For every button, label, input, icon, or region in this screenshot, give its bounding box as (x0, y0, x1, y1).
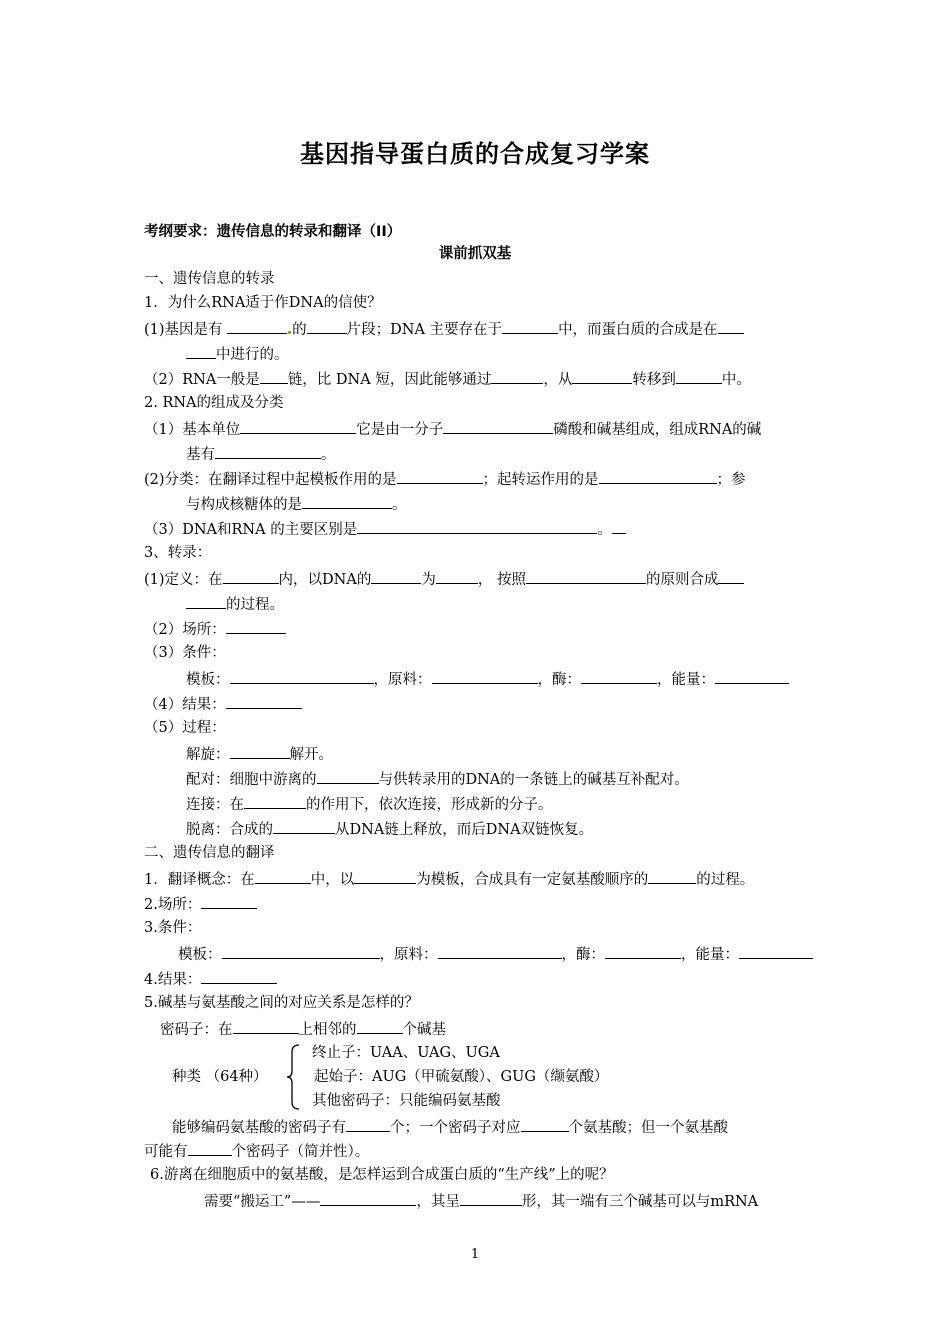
blank[interactable] (201, 893, 257, 909)
question-6-cont (204, 1190, 758, 1212)
blank[interactable] (357, 1018, 403, 1034)
text: 。 (597, 522, 612, 538)
blank[interactable] (186, 343, 216, 359)
text: ，能量： (681, 947, 739, 963)
blank[interactable] (676, 368, 722, 384)
blank[interactable] (227, 318, 287, 334)
blank[interactable] (397, 468, 483, 484)
text: 需要“搬运工”—— (204, 1194, 321, 1210)
question-1-1 (144, 318, 744, 340)
question-3-1 (144, 568, 744, 590)
question-6: 6.游离在细胞质中的氨基酸，是怎样运到合成蛋白质的“生产线”上的呢？ (150, 1167, 614, 1183)
blank[interactable] (255, 868, 311, 884)
step-unwind (186, 743, 333, 765)
blank[interactable] (357, 518, 597, 534)
blank[interactable] (188, 1140, 232, 1156)
text: 磷酸和碱基组成，组成RNA的碱 (553, 422, 762, 438)
text: 密码子：在 (160, 1022, 233, 1038)
text: 。 (321, 447, 336, 463)
text: 片段；DNA 主要存在于 (346, 322, 503, 338)
blank[interactable] (605, 943, 681, 959)
blank[interactable] (599, 468, 717, 484)
text: 1．翻译概念：在 (144, 872, 255, 888)
text: ，酶： (561, 947, 605, 963)
question-3-5: （5）过程： (144, 720, 226, 736)
stop-codon: 终止子：UAA、UAG、UGA (312, 1045, 500, 1061)
text: 转移到 (632, 372, 676, 388)
blank[interactable] (715, 668, 789, 684)
blank[interactable] (240, 418, 356, 434)
blank[interactable] (201, 968, 277, 984)
blank[interactable] (260, 368, 288, 384)
blank[interactable] (491, 368, 543, 384)
question-1: 1．为什么RNA适于作DNA的信使？ (144, 295, 382, 311)
text: 中，而蛋白质的合成是在 (558, 322, 718, 338)
blank[interactable] (612, 518, 626, 534)
text: 的原则合成 (645, 572, 719, 588)
blank[interactable] (233, 1018, 299, 1034)
translation-result (144, 968, 277, 990)
blank[interactable] (436, 568, 478, 584)
text: 基有 (186, 447, 215, 463)
translation-conditions-heading: 3.条件： (144, 920, 202, 936)
text: ，其呈 (416, 1194, 460, 1210)
text: 连接：在 (186, 797, 244, 813)
blank[interactable] (226, 693, 302, 709)
blank[interactable] (648, 868, 696, 884)
codon-definition (160, 1018, 446, 1040)
blank[interactable] (273, 818, 335, 834)
text: 模板： (178, 947, 222, 963)
text: 模板： (186, 672, 230, 688)
text: ，原料： (373, 672, 432, 688)
text: （2）场所： (144, 622, 226, 638)
blank[interactable] (443, 418, 553, 434)
blank[interactable] (222, 943, 380, 959)
blank[interactable] (526, 568, 646, 584)
text: （4）结果： (144, 697, 226, 713)
text: 脱离：合成的 (186, 822, 273, 838)
blank[interactable] (718, 318, 744, 334)
text: 中，以 (310, 872, 355, 888)
translation-conditions (178, 943, 813, 965)
blank[interactable] (226, 618, 286, 634)
blank[interactable] (432, 668, 538, 684)
text: 可能有 (144, 1144, 188, 1160)
question-3-3: （3）条件： (144, 645, 226, 661)
question-1-2 (144, 368, 751, 390)
question-5: 5.碱基与氨基酸之间的对应关系是怎样的？ (144, 995, 419, 1011)
blank[interactable] (320, 1190, 416, 1206)
page-title: 基因指导蛋白质的合成复习学案 (300, 140, 650, 168)
question-2-2 (144, 468, 746, 490)
question-2-2-cont (186, 493, 407, 515)
question-2-3 (144, 518, 626, 540)
text: ；参 (716, 472, 746, 488)
start-codon: 起始子：AUG（甲硫氨酸）、GUG（缬氨酸） (314, 1069, 609, 1085)
blank[interactable] (215, 443, 321, 459)
blank[interactable] (307, 318, 347, 334)
question-2-1 (144, 418, 761, 440)
question-1-1-cont (186, 343, 289, 365)
blank[interactable] (502, 318, 558, 334)
text: 的 (292, 322, 307, 338)
other-codon: 其他密码子：只能编码氨基酸 (312, 1093, 501, 1109)
syllabus-requirement: 考纲要求：遗传信息的转录和翻译（II） (144, 224, 402, 240)
blank[interactable] (354, 868, 416, 884)
blank[interactable] (302, 493, 392, 509)
blank[interactable] (346, 1116, 390, 1132)
part2-heading: 二、遗传信息的翻译 (144, 845, 275, 861)
translation-site (144, 893, 257, 915)
codon-kinds-label: 种类 （64种） (172, 1069, 268, 1085)
text: (1)定义：在 (144, 572, 223, 588)
text: 为 (421, 572, 436, 588)
blank[interactable] (244, 793, 306, 809)
text: 个氨基酸；但一个氨基酸 (568, 1120, 728, 1136)
text: 与供转录用的DNA的一条链上的碱基互补配对。 (378, 772, 689, 788)
blank[interactable] (223, 568, 279, 584)
blank[interactable] (230, 668, 374, 684)
text: ，原料： (379, 947, 438, 963)
brace-icon (286, 1044, 300, 1110)
text: 的过程。 (696, 872, 755, 888)
translation-concept (144, 868, 754, 890)
step-linking (186, 793, 553, 815)
question-3: 3、转录： (144, 545, 212, 561)
text: 个碱基 (402, 1022, 446, 1038)
text: 。 (392, 497, 407, 513)
text: 4.结果： (144, 972, 202, 988)
text: ， 按照 (477, 572, 526, 588)
blank[interactable] (460, 1190, 522, 1206)
text: 解开。 (289, 747, 333, 763)
question-3-1-cont (186, 593, 284, 615)
blank[interactable] (230, 743, 290, 759)
section-heading: 课前抓双基 (438, 246, 512, 262)
text: （2）RNA一般是 (144, 372, 260, 388)
question-2: 2. RNA的组成及分类 (144, 395, 284, 411)
codon-count (172, 1116, 728, 1138)
text: 与构成核糖体的是 (186, 497, 302, 513)
question-2-1-cont (186, 443, 336, 465)
text: ，酶： (537, 672, 581, 688)
blank[interactable] (572, 368, 632, 384)
mark (288, 331, 291, 334)
text: 个；一个密码子对应 (390, 1120, 521, 1136)
text: 解旋： (186, 747, 230, 763)
text: 上相邻的 (298, 1022, 357, 1038)
blank[interactable] (581, 668, 657, 684)
text: 配对：细胞中游离的 (186, 772, 317, 788)
blank[interactable] (317, 768, 379, 784)
question-3-3-conditions (186, 668, 789, 690)
blank[interactable] (739, 943, 813, 959)
text: （3）DNA和RNA 的主要区别是 (144, 522, 358, 538)
text: ，能量： (657, 672, 715, 688)
text: 能够编码氨基酸的密码子有 (172, 1120, 346, 1136)
text: ，从 (543, 372, 573, 388)
text: (2)分类：在翻译过程中起模板作用的是 (144, 472, 397, 488)
text: 的作用下，依次连接，形成新的分子。 (306, 797, 553, 813)
text: 的过程。 (226, 597, 284, 613)
question-3-2 (144, 618, 286, 640)
text: 从DNA链上释放，而后DNA双链恢复。 (335, 822, 594, 838)
step-release (186, 818, 593, 840)
codon-count-cont (144, 1140, 369, 1162)
text: 个密码子（简并性）。 (231, 1144, 370, 1160)
blank[interactable] (371, 568, 421, 584)
blank[interactable] (718, 568, 744, 584)
blank[interactable] (521, 1116, 569, 1132)
text: 2.场所： (144, 897, 202, 913)
text: 为模板，合成具有一定氨基酸顺序的 (416, 872, 649, 888)
text: 内，以DNA的 (278, 572, 372, 588)
page-number: 1 (470, 1247, 480, 1262)
text: ；起转运作用的是 (482, 472, 599, 488)
blank[interactable] (438, 943, 562, 959)
text: (1)基因是有 (144, 322, 223, 338)
question-3-4 (144, 693, 302, 715)
text: 中。 (721, 372, 751, 388)
step-pairing (186, 768, 689, 790)
text: 中进行的。 (216, 347, 289, 363)
blank[interactable] (186, 593, 226, 609)
part1-heading: 一、遗传信息的转录 (144, 271, 275, 287)
text: 它是由一分子 (356, 422, 444, 438)
text: 形，其一端有三个碱基可以与mRNA (521, 1194, 759, 1210)
text: 链，比 DNA 短，因此能够通过 (287, 372, 492, 388)
text: （1）基本单位 (144, 422, 241, 438)
